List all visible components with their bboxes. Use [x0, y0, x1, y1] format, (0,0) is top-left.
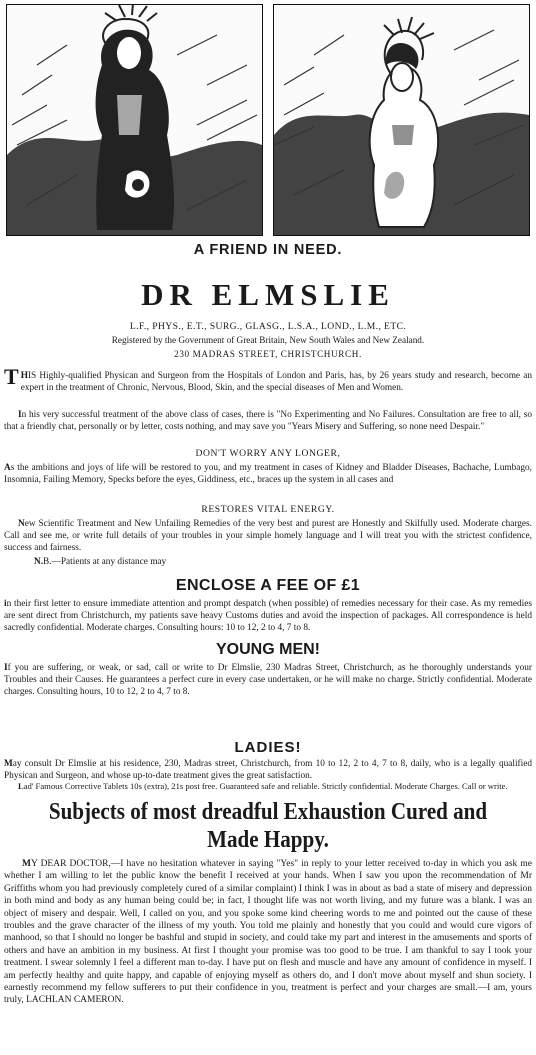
paragraph-fee: in their first letter to ensure immediate attention and prompt despatch (when possible) of remedies necessary for their case. As my remedies are sent direct from Christchurch, my patients save heavy Customs duties and avoid the inspection of packages. All correspondence is held sacredly confidential. Moderate charges. Consulting hours: 10 to 12, 2 to 4, 7 to 8. [4, 599, 532, 633]
registration: Registered by the Government of Great Britain, New South Wales and New Zealand. [111, 335, 425, 345]
address: 230 MADRAS STREET, CHRISTCHURCH. [174, 349, 362, 359]
vital-heading: RESTORES VITAL ENERGY. [201, 504, 335, 515]
paragraph-distance: N.B.—Patients at any distance may [34, 557, 167, 567]
doctor-name: DR ELMSLIE [141, 277, 395, 312]
ad-title: A FRIEND IN NEED. [193, 242, 343, 258]
fee-heading: ENCLOSE A FEE OF £1 [175, 577, 361, 594]
woodcut-left-image [6, 4, 263, 236]
intro-paragraph [4, 364, 532, 394]
illustrations [6, 4, 530, 234]
worry-heading: DON'T WORRY ANY LONGER, [195, 448, 341, 459]
paragraph-young-men: If you are suffering, or weak, or sad, call or write to Dr Elmslie, 230 Madras Street, Christchurch, as he thoroughly understands your Troubles and their Causes. He guarantees a perfect cure in every case undertaken, or he will make no charge. Strictly confidential. Moderate charges. Consulting hours, 10 to 12, 2 to 4, 7 to 8. [4, 663, 532, 697]
young-men-heading: YOUNG MEN! [216, 641, 320, 658]
paragraph-no-experimenting: In his very successful treatment of the above class of cases, there is "No Experimenting and No Failures. Consultation are free to all, so that a friendly chat, personally or by letter, costs nothing, and may save you "Years Misery and Suffering, so none need Despair." [4, 410, 532, 432]
paragraph-ailments: As the ambitions and joys of life will be restored to you, and my treatment in cases of Kidney and Bladder Diseases, Bachache, Lumbago, Insomnia, Failing Memory, Specks before the eyes, Giddiness, etc., braces up the system in all cases and [4, 463, 532, 485]
paragraph-tablets: Lad' Famous Corrective Tablets 10s (extra), 21s post free. Guaranteed safe and reliable. Strictly confidential. Moderate Charges. Call or write. [18, 781, 508, 791]
woodcut-right-image [273, 4, 530, 236]
intro-text: HIS Highly-qualified Physican and Surgeon from the Hospitals of London and Paris, has, by 26 years study and research, become an expert in the treatment of Chronic, Nervous, Blood, Skin, and the special diseases of Men and Women. [20, 371, 532, 393]
testimonial-letter: MY DEAR DOCTOR,—I have no hesitation whatever in saying "Yes" in reply to your letter received to-day in which you ask me whether I am willing to let the public know the benefit I received at your hands. When I saw you upon the recommendation of Mr Griffiths whom you had previously completely cured of a similar complaint) I think I was in about as bad a state of misery and depression in both mind and body as any human being could be; in fact, I thought life was not worth living, and my future was a blank. I was an object of misery and despair. Well, I called on you, and you spoke some kind cheering words to me and pointed out the cause of these troubles and the grave character of the illness of my youth. You told me plainly and honestly that you could and would cure vigors of manhood, so that I should no longer be bashful and stupid in society, and could take my part and interest in the amusements and sports of others and have an ambition in my business. At first I thought your promise was too good to be true. I am thankful to say I took your treatment. I swear solemnly I feel a different man to-day. I have put on flesh and muscle and have any amount of confidence in myself. I am perfectly healthy and quite happy, and capable of enjoying myself as others do, and I don't move about myself and shun society. I earnestly recommend my fellow sufferers to put their confidence in you, treatment is perfect and your charges are small.—I am, yours truly, LACHLAN CAMERON. [4, 859, 532, 1006]
subjects-heading: Subjects of most dreadful Exhaustion Cured and Made Happy. [48, 798, 488, 853]
credentials: L.F., PHYS., E.T., SURG., GLASG., L.S.A., LOND., L.M., ETC. [129, 321, 407, 332]
ladies-heading: LADIES! [234, 739, 302, 756]
paragraph-ladies: May consult Dr Elmslie at his residence, 230, Madras street, Christchurch, from 10 to 12, 2 to 4, 7 to 8, daily, who is a legally qualified Physican and Surgeon, and whose up-to-date treatment gives the great satisfaction. [4, 759, 532, 781]
dropcap: T [4, 364, 19, 389]
paragraph-treatment: New Scientific Treatment and New Unfailing Remedies of the very best and purest are Honestly and Skilfully used. Moderate charges. Call and see me, or write full details of your troubles in your simple homely language and I will treat you with the strictest confidence, success and fairness. [4, 519, 532, 553]
